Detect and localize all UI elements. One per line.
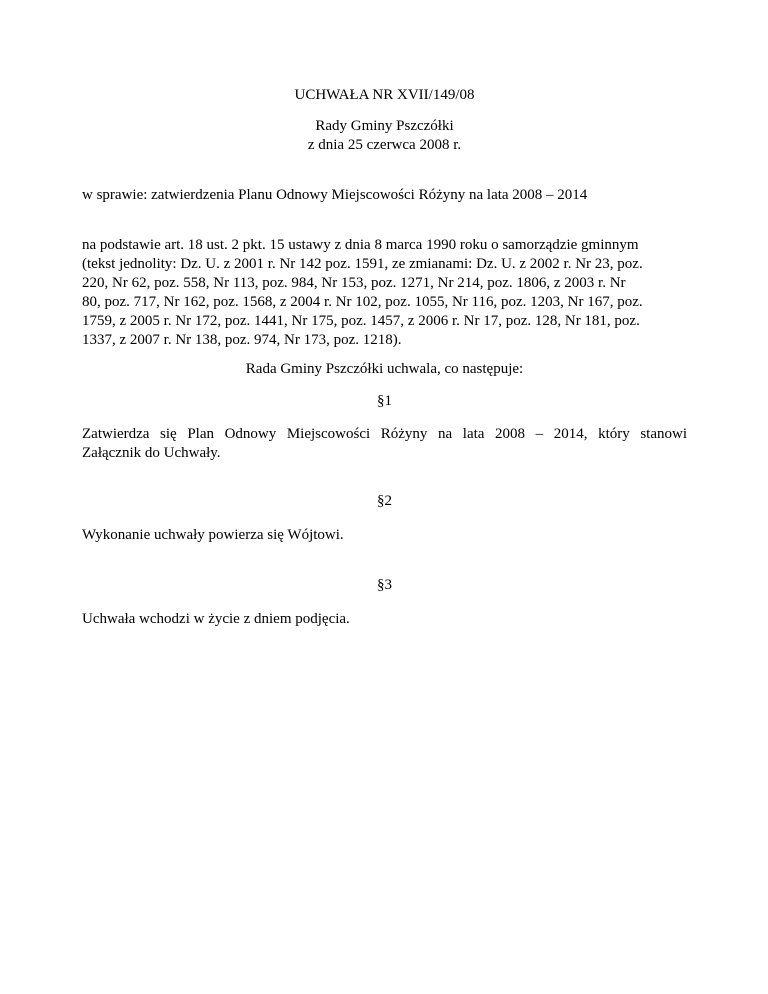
section-1-text bbox=[82, 425, 687, 463]
legal-basis-line: 1337, z 2007 r. Nr 138, poz. 974, Nr 173, poz. 1218). bbox=[82, 332, 402, 348]
legal-basis-line: 1759, z 2005 r. Nr 172, poz. 1441, Nr 175, poz. 1457, z 2006 r. Nr 17, poz. 128, Nr 181, poz. bbox=[82, 313, 640, 329]
section-1-line: Załącznik do Uchwały. bbox=[82, 445, 221, 461]
resolution-intro: Rada Gminy Pszczółki uchwala, co następuje: bbox=[245, 361, 524, 377]
document-title: UCHWAŁA NR XVII/149/08 bbox=[294, 87, 475, 103]
section-1-line: Zatwierdza się Plan Odnowy Miejscowości Różyny na lata 2008 – 2014, który stanowi bbox=[82, 426, 687, 442]
legal-basis-line: 80, poz. 717, Nr 162, poz. 1568, z 2004 r. Nr 102, poz. 1055, Nr 116, poz. 1203, Nr 167, poz. bbox=[82, 294, 643, 310]
legal-basis-line: (tekst jednolity: Dz. U. z 2001 r. Nr 142 poz. 1591, ze zmianami: Dz. U. z 2002 r. Nr 23, poz. bbox=[82, 256, 643, 272]
section-mark-1: §1 bbox=[377, 393, 392, 409]
legal-basis-paragraph bbox=[82, 236, 687, 350]
document-subject: w sprawie: zatwierdzenia Planu Odnowy Miejscowości Różyny na lata 2008 – 2014 bbox=[82, 187, 588, 203]
section-mark-2: §2 bbox=[377, 493, 392, 509]
document-issuer: Rady Gminy Pszczółki bbox=[315, 118, 454, 134]
section-mark-3: §3 bbox=[377, 577, 392, 593]
section-2-text: Wykonanie uchwały powierza się Wójtowi. bbox=[82, 527, 344, 543]
document-date: z dnia 25 czerwca 2008 r. bbox=[307, 137, 462, 153]
legal-basis-line: na podstawie art. 18 ust. 2 pkt. 15 ustawy z dnia 8 marca 1990 roku o samorządzie gminnym bbox=[82, 237, 639, 253]
legal-basis-line: 220, Nr 62, poz. 558, Nr 113, poz. 984, Nr 153, poz. 1271, Nr 214, poz. 1806, z 2003 r. Nr bbox=[82, 275, 626, 291]
section-3-text: Uchwała wchodzi w życie z dniem podjęcia. bbox=[82, 611, 350, 627]
